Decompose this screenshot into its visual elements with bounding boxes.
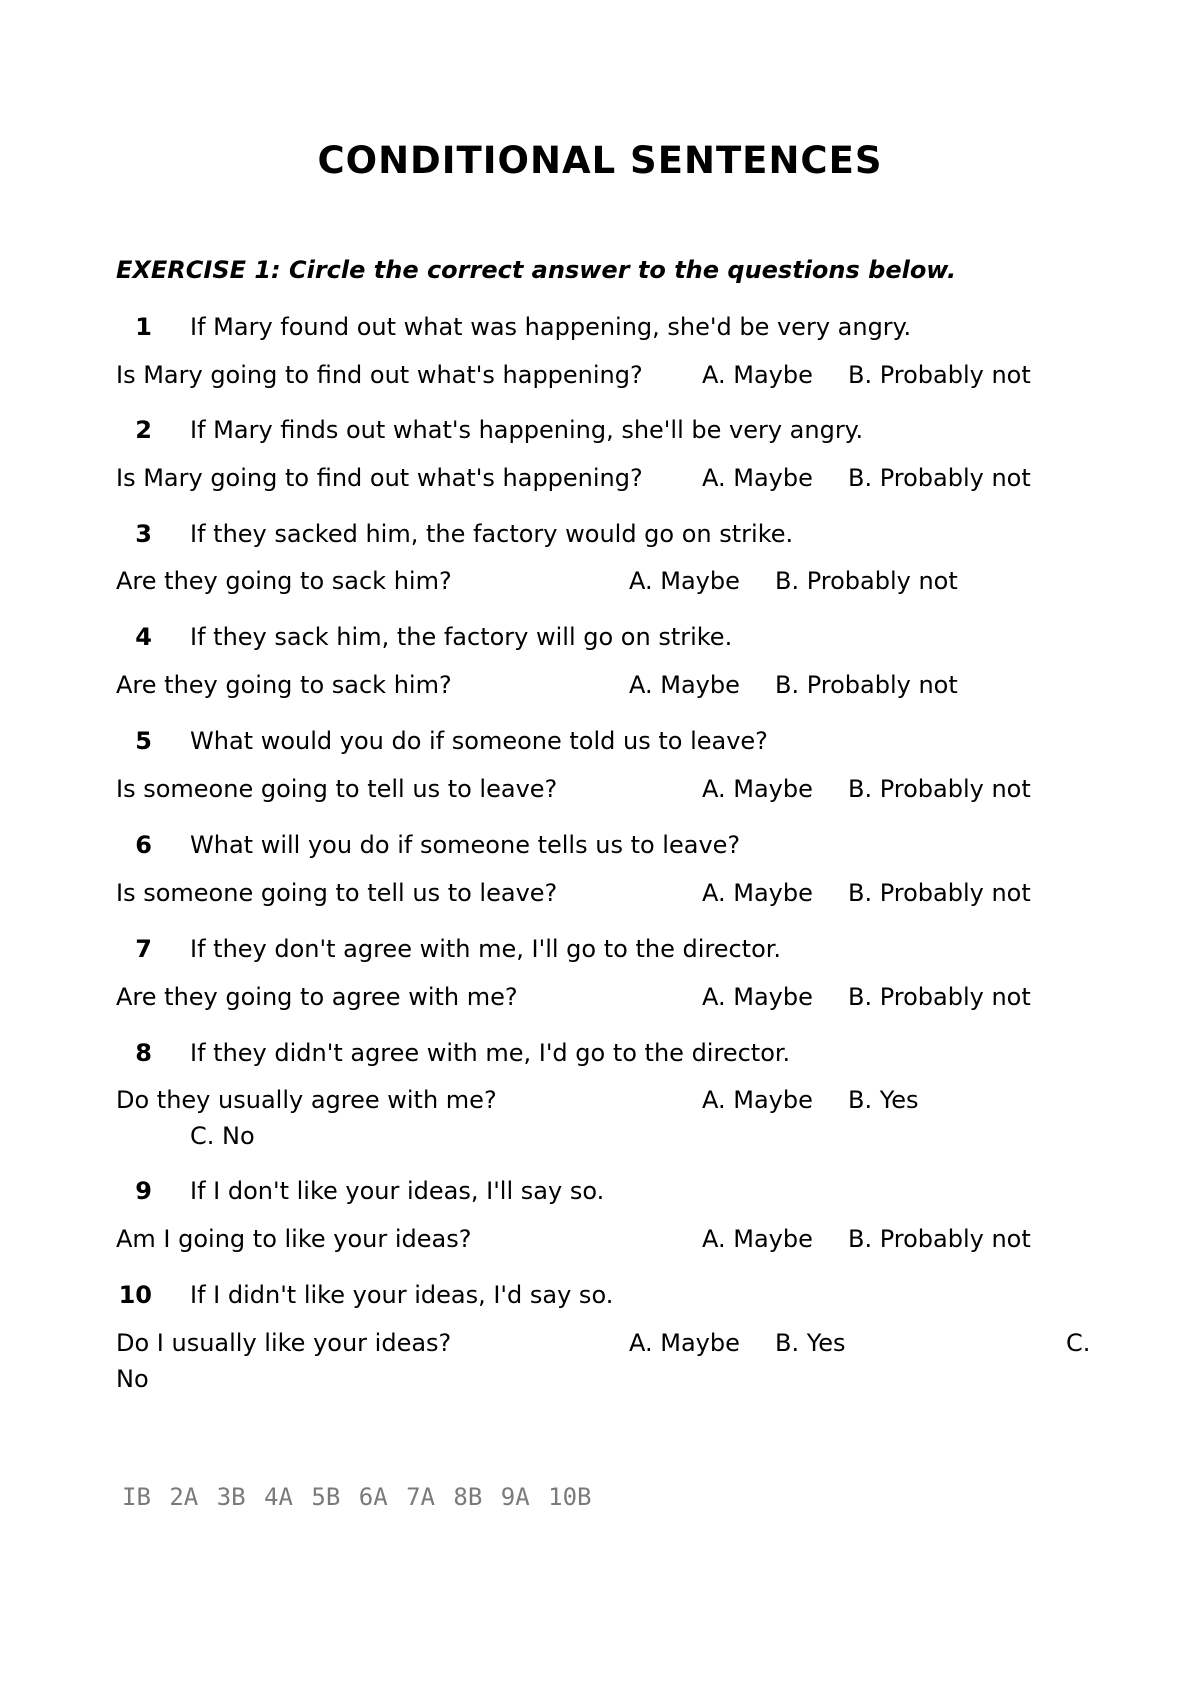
question-sentence: If they sacked him, the factory would go on strike. — [190, 520, 794, 548]
question-sentence: If they sack him, the factory will go on strike. — [190, 623, 733, 651]
question-line — [0, 1176, 1200, 1206]
check-question: Are they going to sack him? — [116, 671, 452, 699]
option-a[interactable]: A. Maybe — [702, 464, 813, 492]
question-line — [0, 1038, 1200, 1068]
question-number: 4 — [135, 623, 152, 651]
question-line — [0, 622, 1200, 652]
question-number: 7 — [135, 935, 152, 963]
question-number: 8 — [135, 1039, 152, 1067]
check-question: Is someone going to tell us to leave? — [116, 879, 558, 907]
option-c[interactable]: C. No — [190, 1122, 255, 1150]
option-b[interactable]: B. Probably not — [775, 671, 958, 699]
option-a[interactable]: A. Maybe — [702, 983, 813, 1011]
question-number: 6 — [135, 831, 152, 859]
question-number: 3 — [135, 520, 152, 548]
question-sentence: If they don't agree with me, I'll go to the director. — [190, 935, 782, 963]
check-question: Is someone going to tell us to leave? — [116, 775, 558, 803]
option-a[interactable]: A. Maybe — [629, 567, 740, 595]
question-line — [0, 519, 1200, 549]
check-question: Am I going to like your ideas? — [116, 1225, 472, 1253]
question-sentence: What will you do if someone tells us to leave? — [190, 831, 741, 859]
answer-line — [0, 774, 1200, 804]
check-question: Is Mary going to find out what's happening? — [116, 464, 643, 492]
question-number: 2 — [135, 416, 152, 444]
option-b[interactable]: B. Probably not — [848, 361, 1031, 389]
answer-line — [0, 463, 1200, 493]
answer-line — [0, 1085, 1200, 1115]
option-b[interactable]: B. Yes — [775, 1329, 846, 1357]
question-sentence: If Mary found out what was happening, she'd be very angry. — [190, 313, 912, 341]
option-b[interactable]: B. Probably not — [848, 879, 1031, 907]
option-c-wrapped[interactable]: No — [116, 1365, 149, 1393]
answer-line — [0, 566, 1200, 596]
option-a[interactable]: A. Maybe — [702, 1225, 813, 1253]
question-sentence: What would you do if someone told us to leave? — [190, 727, 768, 755]
question-number: 1 — [135, 313, 152, 341]
option-a[interactable]: A. Maybe — [629, 1329, 740, 1357]
answer-line — [0, 1224, 1200, 1254]
question-number: 5 — [135, 727, 152, 755]
check-question: Are they going to agree with me? — [116, 983, 518, 1011]
answer-line — [0, 1328, 1200, 1358]
question-number: 10 — [118, 1281, 152, 1309]
question-sentence: If Mary finds out what's happening, she'll be very angry. — [190, 416, 864, 444]
question-line — [0, 312, 1200, 342]
page-title: CONDITIONAL SENTENCES — [317, 139, 883, 182]
exercise-instruction: EXERCISE 1: Circle the correct answer to the questions below. — [116, 256, 957, 284]
answer-line — [0, 982, 1200, 1012]
option-b[interactable]: B. Probably not — [848, 775, 1031, 803]
check-question: Is Mary going to find out what's happening? — [116, 361, 643, 389]
question-sentence: If I don't like your ideas, I'll say so. — [190, 1177, 605, 1205]
question-line — [0, 934, 1200, 964]
check-question: Do they usually agree with me? — [116, 1086, 497, 1114]
option-b[interactable]: B. Probably not — [848, 983, 1031, 1011]
answer-line — [0, 878, 1200, 908]
question-line — [0, 1280, 1200, 1310]
answer-key: IB 2A 3B 4A 5B 6A 7A 8B 9A 10B — [122, 1483, 592, 1511]
option-b[interactable]: B. Probably not — [848, 464, 1031, 492]
answer-line — [0, 670, 1200, 700]
option-a[interactable]: A. Maybe — [702, 775, 813, 803]
option-c[interactable]: C. — [1066, 1329, 1091, 1357]
question-line — [0, 726, 1200, 756]
option-b[interactable]: B. Yes — [848, 1086, 919, 1114]
question-sentence: If they didn't agree with me, I'd go to the director. — [190, 1039, 791, 1067]
question-line — [0, 415, 1200, 445]
option-a[interactable]: A. Maybe — [702, 1086, 813, 1114]
answer-line — [0, 360, 1200, 390]
question-line — [0, 830, 1200, 860]
option-a[interactable]: A. Maybe — [702, 361, 813, 389]
option-b[interactable]: B. Probably not — [775, 567, 958, 595]
option-a[interactable]: A. Maybe — [629, 671, 740, 699]
check-question: Are they going to sack him? — [116, 567, 452, 595]
question-number: 9 — [135, 1177, 152, 1205]
option-b[interactable]: B. Probably not — [848, 1225, 1031, 1253]
option-a[interactable]: A. Maybe — [702, 879, 813, 907]
question-sentence: If I didn't like your ideas, I'd say so. — [190, 1281, 614, 1309]
check-question: Do I usually like your ideas? — [116, 1329, 452, 1357]
